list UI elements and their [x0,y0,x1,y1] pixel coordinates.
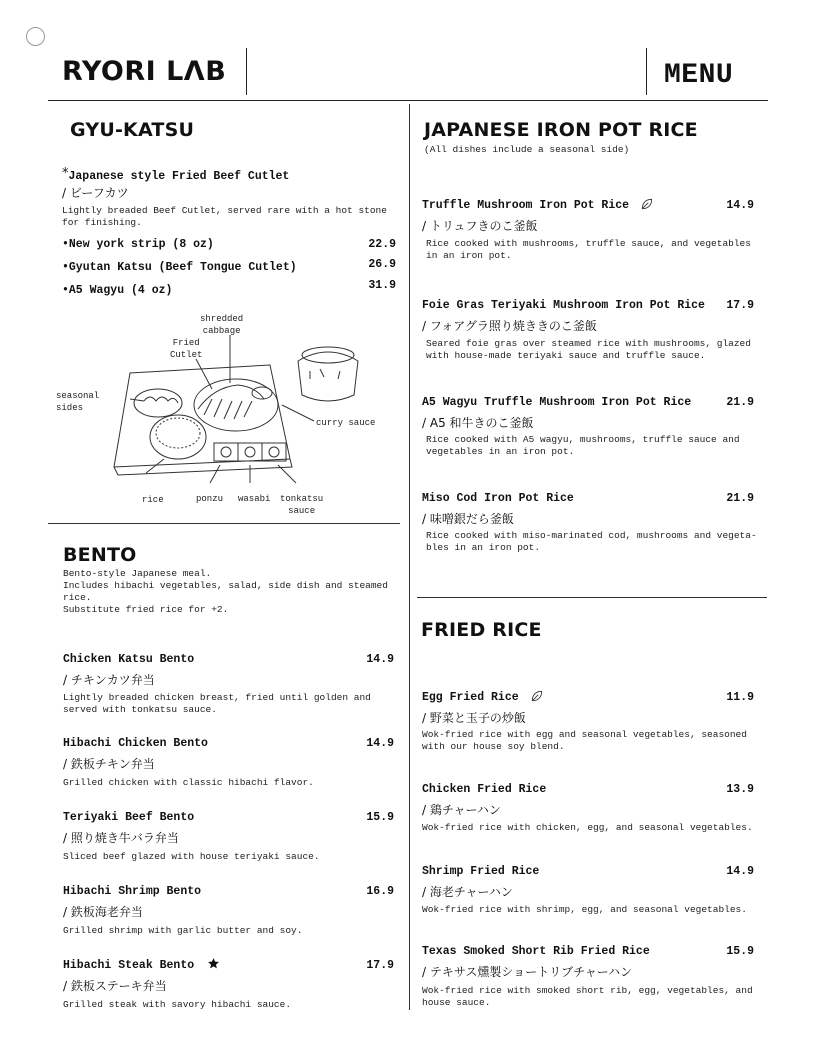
leaf-icon [640,197,654,211]
item-jp: / チキンカツ弁当 [63,673,155,687]
item-price: 21.9 [726,492,754,505]
desc-line: vegetables in an iron pot. [426,446,575,457]
friedrice-title: FRIED RICE [421,619,542,641]
desc-line: Lightly breaded Beef Cutlet, served rare with a hot stone [62,205,387,216]
diagram-label-tonkatsu-sauce [280,493,323,517]
desc-line: with house-made teriyaki sauce and truffle sauce. [426,350,706,361]
item-name-text: Egg Fried Rice [422,691,519,705]
item-desc: Wok-fried rice with chicken, egg, and seasonal vegetables. [422,822,753,833]
desc-line: for finishing. [62,217,142,228]
item-price: 17.9 [726,299,754,312]
desc-line: house sauce. [422,997,491,1008]
ironpot-title: JAPANESE IRON POT RICE [424,119,698,141]
item-jp: / 鶏チャーハン [422,803,501,817]
gyukatsu-option-name: •Gyutan Katsu (Beef Tongue Cutlet) [62,261,297,274]
item-name-text: Hibachi Steak Bento [63,959,195,972]
label-line: tonkatsu [280,494,324,504]
item-jp: / 鉄板チキン弁当 [63,757,155,771]
gyukatsu-subtitle [62,166,289,183]
item-price: 14.9 [366,653,394,666]
desc-line: with our house soy blend. [422,741,565,752]
label-line: Cutlet [170,350,203,360]
item-name: Hibachi Chicken Bento [63,737,208,750]
item-desc: Grilled shrimp with garlic butter and soy. [63,925,303,936]
item-name: Chicken Katsu Bento [63,653,195,666]
desc-line: Bento-style Japanese meal. [63,568,212,579]
desc-line: Wok-fried rice with egg and seasonal vegetables, seasoned [422,729,747,740]
bento-title: BENTO [63,544,137,566]
gyukatsu-option-name: •New york strip (8 oz) [62,238,214,251]
item-desc: Wok-fried rice with shrimp, egg, and seasonal vegetables. [422,904,747,915]
item-name [63,959,220,972]
bento-desc [63,568,388,616]
item-jp: / 海老チャーハン [422,885,513,899]
gyukatsu-subtitle-text: Japanese style Fried Beef Cutlet [68,170,290,183]
item-desc: Sliced beef glazed with house teriyaki sauce. [63,851,320,862]
gyukatsu-set-illustration [100,325,390,495]
item-jp: / 鉄板ステーキ弁当 [63,979,167,993]
item-desc: Grilled steak with savory hibachi sauce. [63,999,292,1010]
item-jp: / 野菜と玉子の炒飯 [422,711,526,725]
section-divider [48,523,400,524]
item-name: A5 Wagyu Truffle Mushroom Iron Pot Rice [422,396,692,409]
item-desc [426,238,751,262]
item-desc [426,530,757,554]
desc-line: in an iron pot. [426,250,512,261]
gyukatsu-option-price: 22.9 [368,238,396,251]
diagram-label-wasabi: wasabi [238,494,271,504]
brand-logo: RYORI LΛB [62,56,227,87]
item-jp: / 鉄板海老弁当 [63,905,143,919]
item-name: Texas Smoked Short Rib Fried Rice [422,945,650,958]
item-price: 13.9 [726,783,754,796]
item-name [422,199,654,212]
item-desc [426,434,740,458]
diagram-label-ponzu: ponzu [196,494,224,504]
desc-line: Rice cooked with miso-marinated cod, mushrooms and vegeta- [426,530,757,541]
item-jp: / 照り焼き牛バラ弁当 [63,831,179,845]
leaf-icon [530,689,544,703]
item-price: 11.9 [726,691,754,704]
asterisk: * [62,166,69,181]
gyukatsu-option-price: 26.9 [368,258,396,271]
label-line: Fried [172,338,200,348]
gyukatsu-title: GYU-KATSU [70,119,195,141]
diagram-label-shredded-cabbage [200,313,243,337]
header-divider [48,100,768,101]
item-desc [426,338,751,362]
gyukatsu-jp: / ビーフカツ [62,186,129,200]
item-price: 14.9 [726,865,754,878]
gyukatsu-option-name: •A5 Wagyu (4 oz) [62,284,173,297]
divider [246,48,247,95]
star-icon [207,957,220,970]
item-desc [422,985,753,1009]
item-price: 15.9 [726,945,754,958]
label-line: sauce [288,506,316,516]
punch-hole-icon [26,27,45,46]
desc-line: Rice cooked with A5 wagyu, mushrooms, truffle sauce and [426,434,740,445]
label-line: shredded [200,314,244,324]
item-desc: Grilled chicken with classic hibachi flavor. [63,777,314,788]
item-name-text: Truffle Mushroom Iron Pot Rice [422,199,630,213]
item-price: 14.9 [726,199,754,212]
page-title: MENU [664,60,734,91]
item-name: Foie Gras Teriyaki Mushroom Iron Pot Rice [422,299,705,312]
item-name: Shrimp Fried Rice [422,865,540,878]
item-jp: / テキサス燻製ショートリブチャーハン [422,965,633,979]
column-divider [409,104,410,1010]
label-line: sides [56,403,84,413]
item-price: 17.9 [366,959,394,972]
item-name [422,691,544,704]
desc-line: bles in an iron pot. [426,542,541,553]
diagram-label-seasonal-sides [56,390,99,414]
item-price: 16.9 [366,885,394,898]
desc-line: Rice cooked with mushrooms, truffle sauce, and vegetables [426,238,751,249]
item-jp: / A5 和牛きのこ釜飯 [422,416,534,430]
item-price: 15.9 [366,811,394,824]
item-name: Miso Cod Iron Pot Rice [422,492,574,505]
diagram-label-fried-cutlet [170,337,202,361]
diagram-label-rice: rice [142,495,164,505]
desc-line: Lightly breaded chicken breast, fried until golden and [63,692,371,703]
item-jp: / トリュフきのこ釜飯 [422,219,538,233]
item-price: 14.9 [366,737,394,750]
desc-line: Wok-fried rice with smoked short rib, egg, vegetables, and [422,985,753,996]
item-desc [63,692,371,716]
label-line: seasonal [56,391,100,401]
desc-line: Seared foie gras over steamed rice with mushrooms, glazed [426,338,751,349]
diagram-label-curry-sauce: curry sauce [316,418,376,428]
item-jp: / 味噌銀だら釜飯 [422,512,514,526]
desc-line: served with tonkatsu sauce. [63,704,217,715]
desc-line: rice. [63,592,92,603]
item-jp: / フォアグラ照り焼ききのこ釜飯 [422,319,597,333]
label-line: cabbage [202,326,241,336]
item-name: Chicken Fried Rice [422,783,547,796]
divider [646,48,647,95]
desc-line: Includes hibachi vegetables, salad, side dish and steamed [63,580,388,591]
gyukatsu-desc [62,205,387,229]
gyukatsu-option-price: 31.9 [368,279,396,292]
item-desc [422,729,747,753]
desc-line: Substitute fried rice for +2. [63,604,229,615]
ironpot-note: (All dishes include a seasonal side) [424,144,630,155]
item-name: Hibachi Shrimp Bento [63,885,202,898]
item-name: Teriyaki Beef Bento [63,811,195,824]
item-price: 21.9 [726,396,754,409]
section-divider [417,597,767,598]
